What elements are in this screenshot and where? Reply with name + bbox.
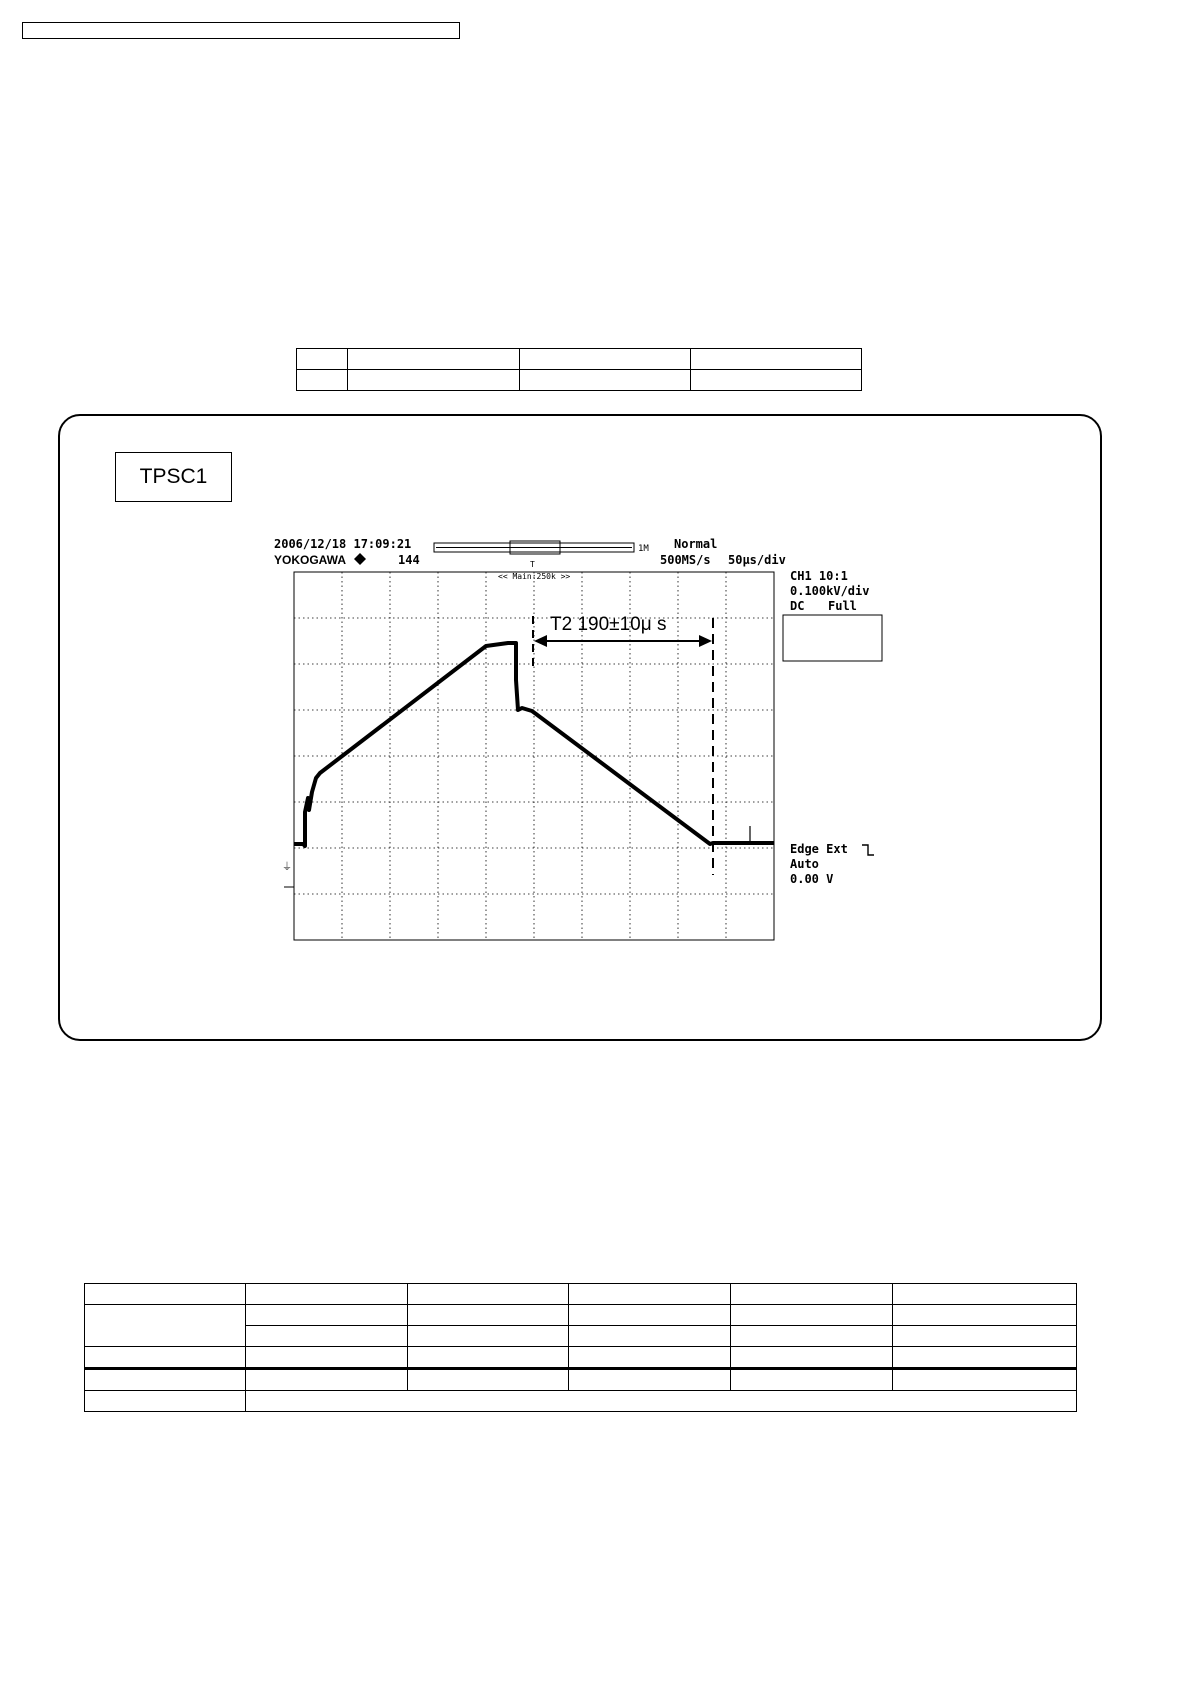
scope-brand: YOKOGAWA bbox=[274, 553, 347, 567]
table-row bbox=[85, 1284, 1077, 1305]
vertical-scale: 0.100kV/div bbox=[790, 584, 870, 598]
oscilloscope-screenshot bbox=[250, 530, 890, 950]
sample-rate: 500MS/s bbox=[660, 553, 711, 567]
pulse-width-annotation: T2 190±10μ s bbox=[550, 614, 667, 635]
test-point-label: TPSC1 bbox=[115, 452, 232, 502]
main-zoom-label: << Main:250k >> bbox=[498, 572, 571, 581]
trigger-auto: Auto bbox=[790, 857, 819, 871]
diamond-icon bbox=[354, 553, 366, 565]
channel-box bbox=[783, 615, 882, 661]
top-table bbox=[296, 348, 862, 391]
trigger-position-icon: T bbox=[530, 560, 535, 569]
trigger-level: 0.00 V bbox=[790, 872, 834, 886]
memory-position-bar bbox=[434, 541, 634, 554]
trigger-mode: Normal bbox=[674, 537, 718, 551]
coupling: DC bbox=[790, 599, 805, 613]
trigger-source: Edge Ext bbox=[790, 842, 848, 856]
table-row bbox=[85, 1347, 1077, 1369]
table-row bbox=[85, 1391, 1077, 1412]
table-row bbox=[85, 1369, 1077, 1391]
measurement-arrow bbox=[534, 635, 712, 647]
header-box bbox=[22, 22, 460, 39]
scope-grid bbox=[294, 572, 774, 940]
ground-marker-icon: ⏚ bbox=[282, 862, 292, 873]
falling-edge-icon bbox=[862, 845, 874, 855]
channel-info: CH1 10:1 bbox=[790, 569, 848, 583]
bottom-table bbox=[84, 1283, 1077, 1412]
bandwidth: Full bbox=[828, 599, 857, 613]
table-row bbox=[85, 1305, 1077, 1326]
table-row bbox=[297, 349, 862, 370]
scope-record-count: 144 bbox=[398, 553, 420, 567]
scope-datetime: 2006/12/18 17:09:21 bbox=[274, 537, 412, 551]
timebase: 50µs/div bbox=[728, 553, 786, 567]
memory-length: 1M bbox=[638, 544, 649, 554]
table-row bbox=[297, 370, 862, 391]
